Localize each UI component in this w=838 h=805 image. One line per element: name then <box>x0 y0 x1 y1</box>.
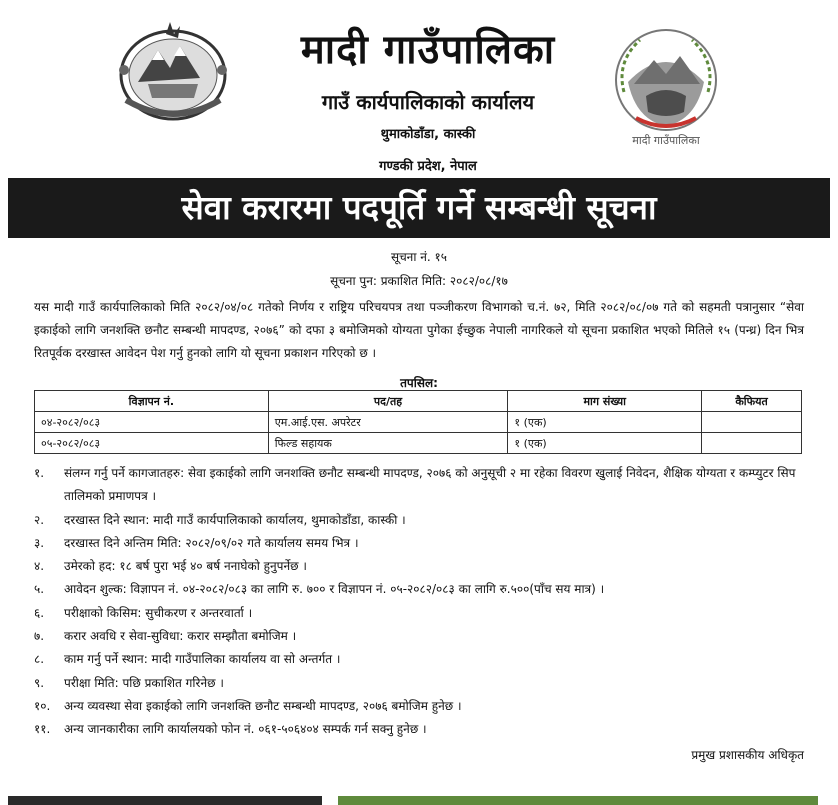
item-number: १०. <box>34 698 51 713</box>
item-text: दरखास्त दिने अन्तिम मिति: २०८२/०९/०२ गते कार्यालय समय भित्र । <box>64 535 359 550</box>
item-number: २. <box>34 512 45 527</box>
adjacent-notice-strip-left <box>8 796 322 805</box>
list-item <box>34 695 810 718</box>
item-number: ७. <box>34 629 45 644</box>
cell-remarks <box>702 412 802 433</box>
list-item <box>34 625 810 648</box>
item-number: ५. <box>34 582 45 597</box>
list-item <box>34 555 810 578</box>
col-header-demand-count: माग संख्या <box>508 391 702 412</box>
item-text: अन्य जानकारीका लागि कार्यालयको फोन नं. ०६१-५०६४०४ सम्पर्क गर्न सक्नु हुनेछ । <box>64 722 427 737</box>
col-header-post-level: पद/तह <box>268 391 508 412</box>
cell-post: फिल्ड सहायक <box>268 433 508 454</box>
item-text: आवेदन शुल्क: विज्ञापन नं. ०४-२०८२/०८३ का लागि रु. ७०० र विज्ञापन नं. ०५-२०८२/०८३ का लागि रु.५००(पाँच सय मात्र) । <box>64 582 605 597</box>
cell-post: एम.आई.एस. अपरेटर <box>268 412 508 433</box>
address-line-2: गण्डकी प्रदेश, नेपाल <box>379 159 477 174</box>
adjacent-notice-strip-right <box>338 796 818 805</box>
cell-demand: १ (एक) <box>508 433 702 454</box>
details-heading: तपसिल: <box>400 376 438 390</box>
item-number: ८. <box>34 652 45 667</box>
cell-advertisement-no: ०५-२०८२/०८३ <box>35 433 269 454</box>
notice-page <box>8 6 830 781</box>
organization-name: मादी गाउँपालिका <box>300 27 556 73</box>
cell-advertisement-no: ०४-२०८२/०८३ <box>35 412 269 433</box>
item-text: संलग्न गर्नु पर्ने कागजातहरु: सेवा इकाईको लागि जनशक्ति छनौट सम्बन्धी मापदण्ड, २०७६ को अनुसूची २ मा रहेका विवरण खुलाई निवेदन, शैक्षिक योग्यता र कम्प्युटर सिप तालिमको प्रमाणपत्र । <box>64 466 796 504</box>
col-header-remarks: कैफियत <box>702 391 802 412</box>
notice-title-banner: सेवा करारमा पदपूर्ति गर्ने सम्बन्धी सूचना <box>8 178 830 238</box>
madi-municipality-logo-icon <box>606 22 726 147</box>
item-number: ३. <box>34 535 45 550</box>
item-number: ९. <box>34 675 45 690</box>
list-item <box>34 509 810 532</box>
vacancy-table <box>34 390 802 454</box>
table-row <box>35 412 802 433</box>
item-number: ११. <box>34 722 51 737</box>
item-text: काम गर्नु पर्ने स्थान: मादी गाउँपालिका कार्यालय वा सो अन्तर्गत । <box>64 652 341 667</box>
list-item <box>34 462 810 509</box>
notice-number: सूचना नं. १५ <box>390 250 448 264</box>
item-number: १. <box>34 466 45 480</box>
republish-date: सूचना पुन: प्रकाशित मिति: २०८२/०८/१७ <box>330 274 508 288</box>
office-name: गाउँ कार्यपालिकाको कार्यालय <box>321 90 535 114</box>
logo-caption: मादी गाउँपालिका <box>632 134 700 147</box>
item-text: करार अवधि र सेवा-सुविधा: करार सम्झौता बमोजिम । <box>64 629 297 644</box>
conditions-list <box>34 462 810 742</box>
item-text: दरखास्त दिने स्थान: मादी गाउँ कार्यपालिकाको कार्यालय, थुमाकोडाँडा, कास्की । <box>64 512 406 527</box>
item-text: परीक्षाको किसिम: सुचीकरण र अन्तरवार्ता । <box>64 605 253 620</box>
list-item <box>34 672 810 695</box>
table-row <box>35 433 802 454</box>
list-item <box>34 648 810 671</box>
col-header-advertisement-no: विज्ञापन नं. <box>35 391 269 412</box>
list-item <box>34 578 810 601</box>
list-item <box>34 532 810 555</box>
item-text: उमेरको हद: १८ बर्ष पुरा भई ४० बर्ष ननाघेको हुनुपर्नेछ । <box>64 559 307 574</box>
cell-demand: १ (एक) <box>508 412 702 433</box>
cell-remarks <box>702 433 802 454</box>
signatory-title: प्रमुख प्रशासकीय अधिकृत <box>691 748 804 762</box>
item-text: परीक्षा मिति: पछि प्रकाशित गरिनेछ । <box>64 675 224 690</box>
address-line-1: थुमाकोडाँडा, कास्की <box>380 127 476 142</box>
list-item <box>34 718 810 741</box>
list-item <box>34 602 810 625</box>
item-text: अन्य व्यवस्था सेवा इकाईको लागि जनशक्ति छनौट सम्बन्धी मापदण्ड, २०७६ बमोजिम हुनेछ । <box>64 698 462 713</box>
item-number: ६. <box>34 605 45 620</box>
notice-body: यस मादी गाउँ कार्यपालिकाको मिति २०८२/०४/०८ गतेको निर्णय र राष्ट्रिय परिचयपत्र तथा पञ्जीकरण विभागको च.नं. ७२, मिति २०८२/०८/०७ गते को सहमती पत्रानुसार “सेवा इकाईको लागि जनशक्ति छनौट सम्बन्धी मापदण्ड, २०७६” को दफा ३ बमोजिमको योग्यता पुगेका ईच्छुक नेपाली नागरिकले यो सूचना प्रकाशित भएको मितिले १५ (पन्ध्र) दिन भित्र रितपूर्वक दरखास्त आवेदन पेश गर्नु हुनको लागि यो सूचना प्रकाशन गरिएको छ । <box>34 300 804 360</box>
table-header-row <box>35 391 802 412</box>
item-number: ४. <box>34 559 45 574</box>
